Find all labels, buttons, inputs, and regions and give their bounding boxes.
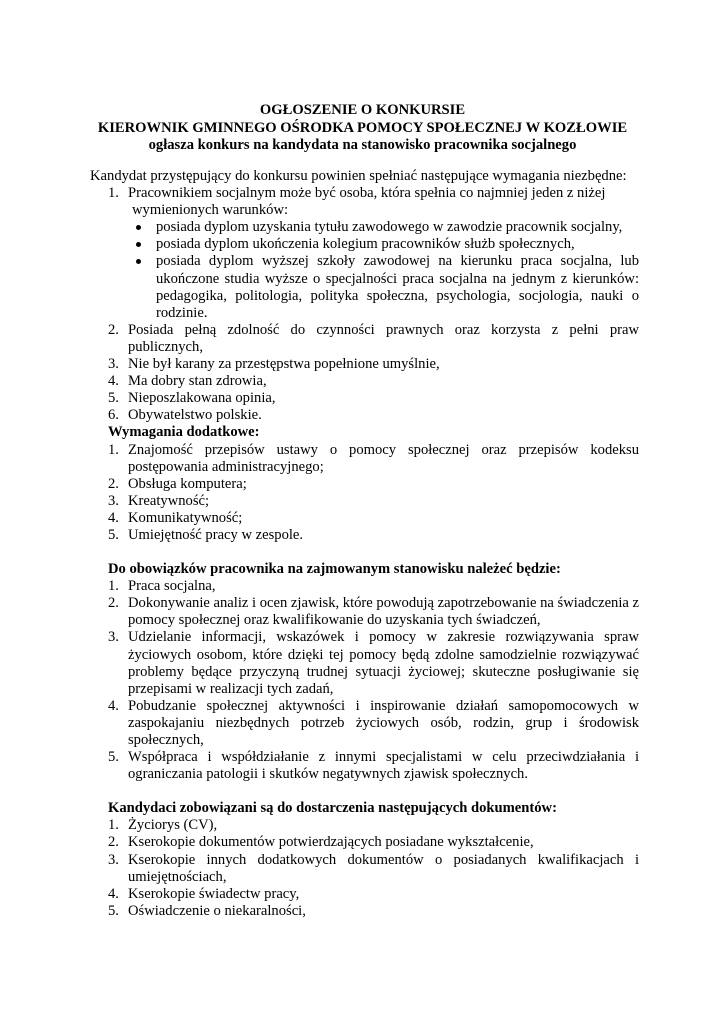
- item-number: 1.: [108, 185, 119, 202]
- item-text: Komunikatywność;: [128, 509, 243, 526]
- qualification-bullets: [90, 219, 639, 322]
- item-number: 2.: [108, 834, 119, 851]
- item-number: 2.: [108, 595, 119, 612]
- list-item: [90, 373, 639, 390]
- list-item: [90, 390, 639, 407]
- issuer-title: KIEROWNIK GMINNEGO OŚRODKA POMOCY SPOŁECZNEJ W KOZŁOWIE: [97, 119, 628, 136]
- item-text: Praca socjalna,: [128, 578, 216, 595]
- required-conditions-list: [90, 185, 639, 202]
- bullet-item: posiada dyplom uzyskania tytułu zawodowego w zawodzie pracownik socjalny,: [90, 219, 639, 236]
- announcement-subtitle: ogłasza konkurs na kandydata na stanowisko pracownika socjalnego: [148, 137, 577, 153]
- section-spacer: [90, 783, 639, 800]
- item-text: Ma dobry stan zdrowia,: [128, 373, 267, 390]
- item-text: Kreatywność;: [128, 492, 210, 509]
- item-number: 1.: [108, 441, 119, 458]
- list-item: [90, 356, 639, 373]
- list-item: [90, 749, 639, 783]
- item-text: Oświadczenie o niekaralności,: [128, 902, 306, 919]
- announcement-title: OGŁOSZENIE O KONKURSIE: [259, 102, 466, 118]
- list-item: [90, 407, 639, 424]
- list-item: [90, 698, 639, 749]
- item-number: 5.: [108, 902, 119, 919]
- item-text-continuation: wymienionych warunków:: [132, 202, 289, 219]
- item-number: 5.: [108, 526, 119, 543]
- item-text: Znajomość przepisów ustawy o pomocy społecznej oraz przepisów kodeksu postępowania administracyjnego;: [128, 441, 639, 475]
- item-text: Umiejętność pracy w zespole.: [128, 526, 304, 543]
- additional-requirements-list: [90, 442, 639, 545]
- item-number: 1.: [108, 578, 119, 595]
- item-text: Kserokopie dokumentów potwierdzających posiadane wykształcenie,: [128, 834, 534, 851]
- item-number: 5.: [108, 390, 119, 407]
- item-text: Pracownikiem socjalnym może być osoba, która spełnia co najmniej jeden z niżej: [128, 185, 606, 202]
- item-number: 3.: [108, 629, 119, 646]
- item-number: 3.: [108, 851, 119, 868]
- item-text: Udzielanie informacji, wskazówek i pomocy w zakresie rozwiązywania spraw życiowych osobom, które dzięki tej pomocy będą zdolne samodzielnie rozwiązywać problemy będące przyczyną trudnej sytuacji życiowej; skuteczne posługiwanie się przepisami w realizacji tych zadań,: [128, 629, 639, 697]
- list-item: [90, 578, 639, 595]
- list-item: [90, 442, 639, 476]
- list-item: [90, 834, 639, 851]
- item-number: 2.: [108, 475, 119, 492]
- list-item: [90, 886, 639, 903]
- duties-list: [90, 578, 639, 783]
- item-number: 4.: [108, 509, 119, 526]
- list-item: [90, 903, 639, 920]
- list-item: [90, 185, 639, 202]
- item-number: 1.: [108, 817, 119, 834]
- list-item: [90, 527, 639, 544]
- bullet-item: posiada dyplom wyższej szkoły zawodowej na kierunku praca socjalna, lub ukończone studia wyższe o specjalności praca socjalna na jednym z kierunków: pedagogika, politologia, polityka społeczna, psychologia, socjologia, nauki o rodzinie.: [90, 253, 639, 321]
- item-number: 4.: [108, 697, 119, 714]
- bullet-item: posiada dyplom ukończenia kolegium pracowników służb społecznych,: [90, 236, 639, 253]
- item-text: Kserokopie innych dodatkowych dokumentów o posiadanych kwalifikacjach i umiejętnościach,: [128, 851, 639, 885]
- announcement-header: [60, 102, 665, 155]
- list-item: [90, 510, 639, 527]
- list-item: [90, 629, 639, 697]
- item-number: 4.: [108, 885, 119, 902]
- list-item: [90, 852, 639, 886]
- item-text: Współpraca i współdziałanie z innymi specjalistami w celu przeciwdziałania i ograniczania patologii i skutków negatywnych zjawisk społecznych.: [128, 749, 639, 783]
- item-text: Dokonywanie analiz i ocen zjawisk, które powodują zapotrzebowanie na świadczenia z pomocy społecznej oraz kwalifikowanie do uzyskania tych świadczeń,: [128, 595, 639, 629]
- item-text: Obywatelstwo polskie.: [128, 407, 262, 424]
- item-text: Kserokopie świadectw pracy,: [128, 885, 300, 902]
- document-body: [90, 168, 639, 920]
- item-number: 2.: [108, 321, 119, 338]
- intro-paragraph: Kandydat przystępujący do konkursu powinien spełniać następujące wymagania niezbędne:: [90, 168, 627, 184]
- list-item: [90, 817, 639, 834]
- item-number: 6.: [108, 407, 119, 424]
- list-item: [90, 493, 639, 510]
- duties-heading: Do obowiązków pracownika na zajmowanym stanowisku należeć będzie:: [108, 561, 561, 578]
- list-item: [90, 595, 639, 629]
- list-item: [90, 322, 639, 356]
- item-text: Posiada pełną zdolność do czynności prawnych oraz korzysta z pełni praw publicznych,: [128, 321, 639, 355]
- section-spacer: [90, 544, 639, 561]
- item-number: 3.: [108, 356, 119, 373]
- documents-list: [90, 817, 639, 920]
- item-text: Pobudzanie społecznej aktywności i inspirowanie działań samopomocowych w zaspokajaniu niezbędnych potrzeb życiowych osób, rodzin, grup i środowisk społecznych,: [128, 697, 639, 748]
- list-item: [90, 476, 639, 493]
- item-text: Nie był karany za przestępstwa popełnione umyślnie,: [128, 356, 440, 373]
- item-number: 5.: [108, 749, 119, 766]
- item-text: Obsługa komputera;: [128, 475, 247, 492]
- required-conditions-list-cont: [90, 322, 639, 425]
- item-number: 3.: [108, 492, 119, 509]
- additional-requirements-heading: Wymagania dodatkowe:: [108, 424, 260, 441]
- item-text: Nieposzlakowana opinia,: [128, 390, 276, 407]
- item-number: 4.: [108, 373, 119, 390]
- item-text: Życiorys (CV),: [128, 817, 218, 834]
- documents-heading: Kandydaci zobowiązani są do dostarczenia następujących dokumentów:: [108, 800, 557, 817]
